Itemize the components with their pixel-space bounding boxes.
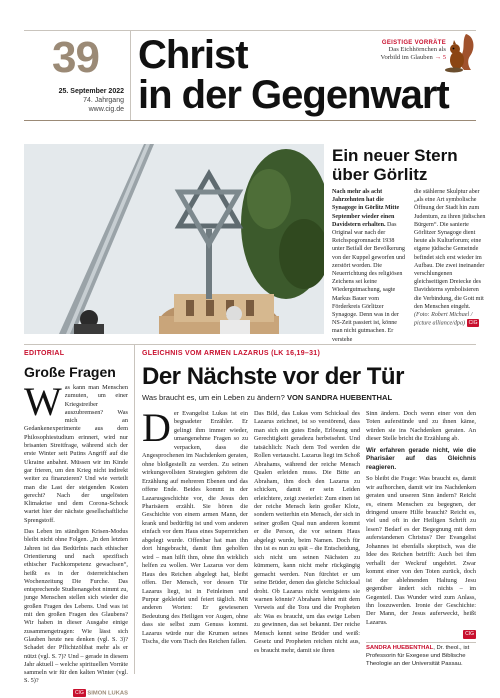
editorial-dropcap: W <box>24 379 62 424</box>
teaser-box[interactable] <box>356 40 446 62</box>
article-subtitle-line <box>142 393 392 402</box>
editorial-paragraph-2: Das Leben im ständigen Krisen-Modus bleibt nicht ohne Folgen. „In den letzten Jahren ist das Bedürfnis nach ethischer Orientierung und nach spezifisch ethischer Fachkompetenz gewachsen“, heißt es in der österreichischen Wochenzeitung Die Furche. Das entsprechende Studienangebot nimmt zu, junge Menschen stellen sich wieder die großen Fragen des Lebens. Und was ist mit den großen Fragen des Glaubens? Wir haben in dieser Ausgabe einige zusammengetragen: Wie lässt sich Glauben heute neu denken (vgl. S. 3)? Schadet der Pflichtzölibat mehr als er nützt (vgl. S. 7)? Und – gerade in diesem Jahr aktuell – welche spirituellen Vorräte sammeln wir für den kalten Winter (vgl. S. 5)? <box>24 528 128 685</box>
article-pull-quote: Wir erfahren gerade nicht, wie die Pharisäer auf das Gleichnis reagieren. <box>366 446 476 471</box>
article-col3-text-1: Sinn ändern. Doch wenn einer von den Toten auferstünde und zu ihnen käme, würden sie ins Nachdenken geraten. An dieser Stelle bricht die Erzählung ab. <box>366 410 476 443</box>
article-byline: VON SANDRA HUEBENTHAL <box>286 393 393 402</box>
article-col1 <box>142 410 248 674</box>
squirrel-icon <box>444 30 476 74</box>
article-col1-text: er Evangelist Lukas ist ein begnadeter Erzähler. Er gelingt ihm immer wieder, umangenehme Fragen so zu verpacken, dass die Angesprochenen im Nachdenken geraten, ohne bloßgestellt zu werden. Zu seinen wirkungsvollsten Strategien gehören die Erzählung auf mehreren Ebenen und das offene Ende. Beides kommt in der Lazarusgeschichte vor, die Jesus den Pharisäern erzählt. Sie hören die Geschichte von einem armen Mann, der krank und bedürftig ist und vom anderen einfach vor dem Haus eines Superreichen abgelegt wurde. Offenbar hat man ihn dort hingebracht, damit ihm geholfen wird – man hilft ihm, ohne ihn wirklich helfen zu wollen. Wer Lazarus vor dem Haus des Reichen abgelegt hat, bleibt offen. Der Mensch, vor dessen Tür Lazarus liegt, ist in Feinleinen und Purpur gekleidet und feiert täglich. Mit anderen Worten: Er gewiesenen Bedeutung des Heiligen vor Augen, ohne dass sie selbst zum Genuss kommt. Lazarus würde nur die Krumen seines Tischs, die vom Tisch des Reichen fallen. <box>142 410 248 646</box>
article-dropcap: D <box>142 410 171 450</box>
author-name: SANDRA HUEBENTHAL <box>366 645 434 652</box>
author-box: SANDRA HUEBENTHAL, Dr. theol., ist Professorin für Exegese und Biblische Theologie an der Universität Passau. <box>366 642 476 668</box>
editorial-title: Große Fragen <box>24 364 116 380</box>
article-title: Der Nächste vor der Tür <box>142 363 404 390</box>
photo-credit: (Foto: Robert Michael / picture alliance/dpa) <box>414 312 473 327</box>
article-col3 <box>366 410 476 674</box>
editorial-kicker: EDITORIAL <box>24 350 65 357</box>
issue-date: 25. September 2022 <box>58 88 124 95</box>
masthead-line1: Christ <box>138 33 248 77</box>
editorial-author: SIMON LUKAS <box>87 690 128 697</box>
feature-col1 <box>332 188 408 344</box>
issue-number: 39 <box>52 33 99 82</box>
feature-lead: Nach mehr als acht Jahrzehnten hat die Synagoge in Görlitz Mitte September wieder einen Davidstern erhalten. <box>332 189 400 228</box>
editorial-body <box>24 379 128 698</box>
teaser-line1: Das Eichhörnchen als <box>388 46 446 53</box>
cig-badge: CIG <box>465 631 474 638</box>
teaser-page-ref: → 5 <box>434 54 446 61</box>
editorial-paragraph-1: as kann man Menschen zumuten, um einer Kriegstreiber auszubremsen? Was mich an Gedankenexperimente aus dem Philosophiestudium erinnert, wird nur brisanten Streitfrage, während sich der erste Winter seit Putins Angriff auf die Ukraine anbahnt. Müssen wir im Kinde gar frieren, um den Krieg nicht indirekt weiter zu finanzieren? Und wie verteilt man die Last der steigenden Kosten gerecht? Nach der ungelösten Klimakrise und dem Corona-Schock wartet hier der nächste gesellschaftliche Sprengstoff. <box>24 384 128 524</box>
feature-title <box>332 146 458 184</box>
article-col2-text: Das Bild, das Lukas vom Schicksal des Lazarus zeichnet, ist so verstörend, dass man sich ein gutes Ende, Erlösung und Gerechtigkeit geradezu herbeisehnt. Und tatsächlich: Nach dem Tod werden die Rollen vertauscht. Lazarus liegt im Schoß Abrahams, während der reiche Mensch Qualen erleiden muss. Die Bitte an Abraham, ihm doch den Lazarus zu schicken, damit er sein Leiden erleichtere, zeigt zweierlei: Zum einen ist der reiche Mensch kein großer Klotz, sondern weiterhin ein Mensch, der sich in seiner großen Qual nun anderen kommt er die Person, die vor seinem Haus abgelegt wurde, beim Namen. Doch für ihn ist es nun zu spät – die Entscheidung, sich nicht um seinen Nächsten zu kümmern, kann nicht mehr rückgängig gemacht werden. Nun fürchtet er um seine Brüder, denen das gleiche Schicksal droht. Ob Lazarus nicht wenigstens sie warnen könnte? Abraham lehnt mit dem Verweis auf die Tora und die Propheten ab: Was es braucht, um das ewige Leben zu gewinnen, das sei bekannt. Der reiche Mensch kennt seine Brüder und weiß: Gesetz und Propheten reichen nicht aus, es braucht mehr, damit sie ihren <box>254 410 360 654</box>
issue-volume: 74. Jahrgang <box>83 97 124 104</box>
feature-title-line2: über Görlitz <box>332 165 428 184</box>
teaser-kicker: GEISTIGE VORRÄTE <box>381 40 446 46</box>
feature-col1-text: Das Original war nach der Reichspogromnacht 1938 unter Beifall der Bevölkerung von der Kuppel geworfen und zerstört worden. Die Neuerrichtung des religiösen Zeichens sei keine Wiedergutmachung, sagte Markus Bauer vom Förderkreis Görlitzer Synagoge. Denn was in der NS-Zeit passiert ist, könne man nicht gutmachen. Er verstehe <box>332 221 406 343</box>
author-bio: Dr. theol., ist Professorin für Exegese und Biblische Theologie an der Universität Passau. <box>366 645 470 667</box>
article-col3-text-2: So bleibt die Frage: Was braucht es, damit wir aufhorchen, damit wir ins Nachdenken geraten und unseren Sinn ändern? Reicht es, einem Menschen zu begegnen, der dringend unsere Hilfe braucht? Reicht es, viel und oft in der Heiligen Schrift zu lesen? Bedarf es der Begegnung mit dem auferstandenen Christus? Der Evangelist Johannes ist ebenfalls skeptisch, was die Idee des Reichen betrifft: Auch bei ihm verhallt der Weckruf ungehört. Zwar kommt einer von den Toten zurück, doch ist der ablehnenden Haltung Jesu gegenüber ändert sich nichts – im Gegenteil. Das Wunder wird zum Anlass, ihn loszuwerden. Ironie der Geschichte: Der Mann, der Jesus auferweckt, heißt Lazarus. <box>366 475 476 626</box>
article-kicker: GLEICHNIS VOM ARMEN LAZARUS (LK 16,19–31) <box>142 350 321 357</box>
synagogue-star-photo <box>24 144 324 334</box>
cig-badge: CIG <box>74 689 84 696</box>
cig-badge: CIG <box>468 320 478 327</box>
feature-col2-text: die stählerne Skulptur aber „als eine Art symbolische Öffnung der Stadt hin zum Judentum, zu ihren jüdischen Bürgern“. Die sanierte Görlitzer Synagoge dient heute als Kulturforum; eine eigene jüdische Gemeinde befindet sich erst wieder im Aufbau. Die zwei ineinander verschlungenen gleichseitigen Dreiecke des Davidsterns symbolisieren die Verbindung, die Gott mit den Menschen eingeht. <box>414 189 486 310</box>
article-subtitle: Was braucht es, um ein Leben zu ändern? <box>142 393 285 402</box>
feature-col2 <box>414 188 486 328</box>
teaser-line2: Vorbild im Glauben <box>380 54 433 61</box>
website-link[interactable]: www.cig.de <box>88 106 124 113</box>
article-col2 <box>254 410 360 674</box>
masthead-line2: in der Gegenwart <box>138 73 449 117</box>
feature-title-line1: Ein neuer Stern <box>332 146 458 165</box>
